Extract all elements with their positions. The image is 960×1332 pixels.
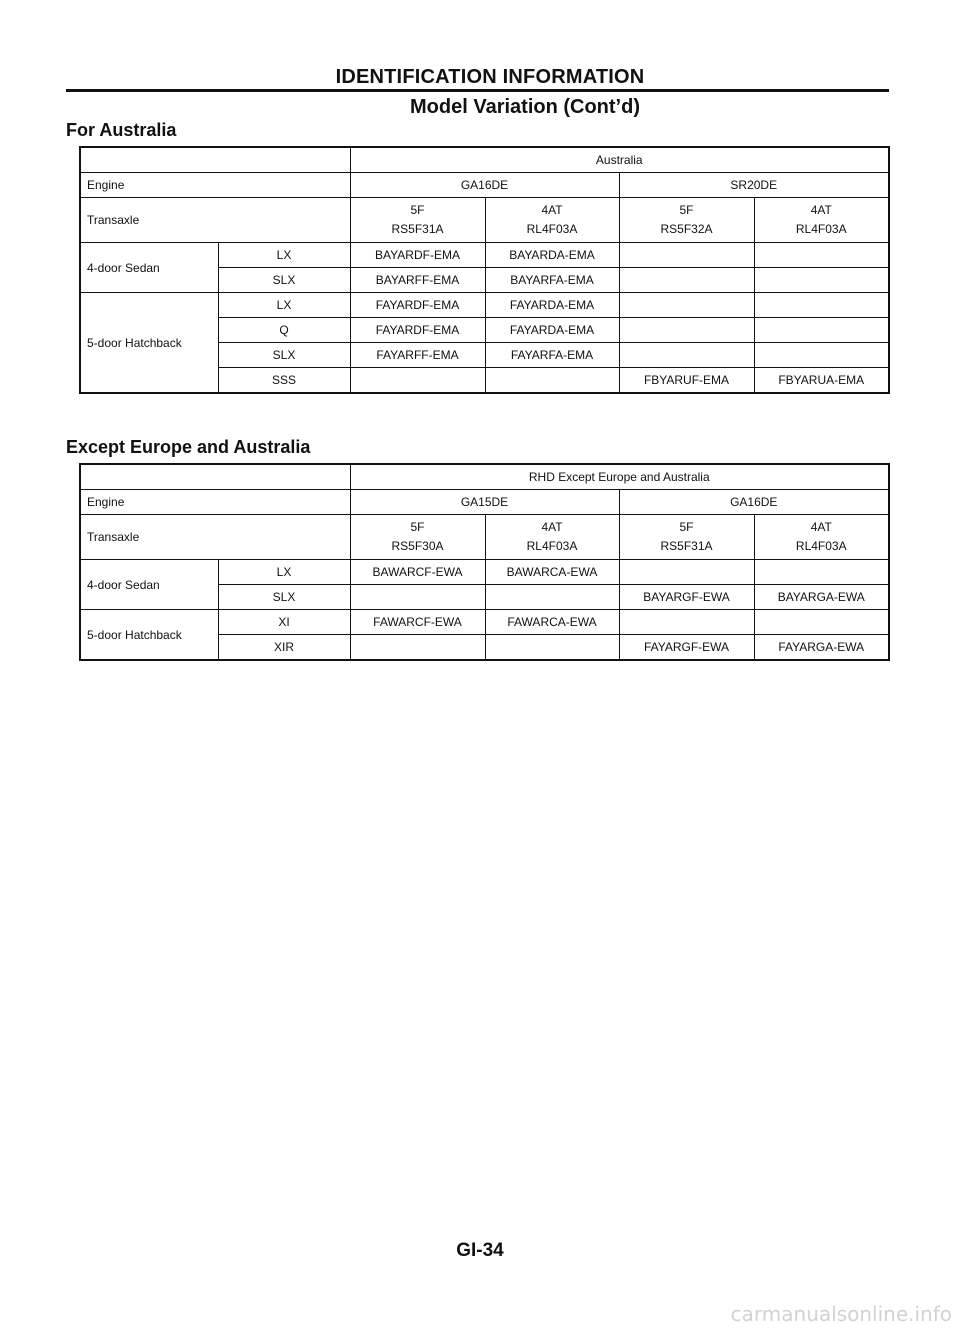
model-code-cell xyxy=(754,343,889,368)
engine-label: Engine xyxy=(80,490,350,515)
corner-cell xyxy=(80,147,350,173)
transaxle-cell xyxy=(619,198,754,243)
transaxle-code: RL4F03A xyxy=(795,539,847,553)
except-table-body xyxy=(80,464,889,660)
model-code-cell xyxy=(619,293,754,318)
transaxle-type: 5F xyxy=(410,520,425,534)
grade-cell: LX xyxy=(218,560,350,585)
australia-heading: For Australia xyxy=(66,120,177,140)
model-code-cell: FAYARDA-EMA xyxy=(485,293,619,318)
model-code-cell xyxy=(754,293,889,318)
transaxle-type: 4AT xyxy=(541,520,563,534)
model-code-cell: BAYARFF-EMA xyxy=(350,268,485,293)
model-code-cell: FAYARFA-EMA xyxy=(485,343,619,368)
model-code-cell xyxy=(485,368,619,394)
market-row xyxy=(80,464,889,490)
transaxle-row xyxy=(80,198,889,243)
model-code-cell xyxy=(619,610,754,635)
model-code-cell xyxy=(754,318,889,343)
model-code-cell: BAWARCF-EWA xyxy=(350,560,485,585)
grade-cell: Q xyxy=(218,318,350,343)
section-title: IDENTIFICATION INFORMATION xyxy=(335,66,645,88)
body-type-cell: 4-door Sedan xyxy=(80,243,218,293)
model-code-cell: BAYARDF-EMA xyxy=(350,243,485,268)
model-code-cell: FAYARFF-EMA xyxy=(350,343,485,368)
transaxle-cell xyxy=(485,198,619,243)
model-code-cell xyxy=(619,318,754,343)
transaxle-type: 4AT xyxy=(541,203,563,217)
transaxle-code: RL4F03A xyxy=(526,539,578,553)
header-rule xyxy=(66,89,889,92)
engine-cell: GA15DE xyxy=(350,490,619,515)
grade-cell: SLX xyxy=(218,268,350,293)
transaxle-type: 4AT xyxy=(810,520,832,534)
transaxle-type: 5F xyxy=(410,203,425,217)
engine-row xyxy=(80,490,889,515)
model-code-cell xyxy=(754,560,889,585)
grade-cell: SSS xyxy=(218,368,350,394)
market-cell: Australia xyxy=(350,147,889,173)
model-row xyxy=(80,560,889,585)
australia-table-body xyxy=(80,147,889,393)
transaxle-code: RS5F31A xyxy=(391,222,444,236)
grade-cell: LX xyxy=(218,243,350,268)
grade-cell: XI xyxy=(218,610,350,635)
engine-cell: SR20DE xyxy=(619,173,889,198)
transaxle-type: 5F xyxy=(679,520,694,534)
engine-cell: GA16DE xyxy=(619,490,889,515)
market-cell: RHD Except Europe and Australia xyxy=(350,464,889,490)
transaxle-cell xyxy=(485,515,619,560)
transaxle-code: RS5F31A xyxy=(660,539,713,553)
body-type-cell: 5-door Hatchback xyxy=(80,610,218,661)
model-code-cell xyxy=(754,243,889,268)
model-code-cell xyxy=(619,268,754,293)
model-code-cell: FAWARCA-EWA xyxy=(485,610,619,635)
model-code-cell: BAYARFA-EMA xyxy=(485,268,619,293)
page-number: GI-34 xyxy=(456,1240,504,1261)
watermark: carmanualsonline.info xyxy=(730,1302,952,1326)
model-code-cell xyxy=(350,635,485,661)
model-code-cell: FBYARUF-EMA xyxy=(619,368,754,394)
model-code-cell xyxy=(485,635,619,661)
model-code-cell xyxy=(619,560,754,585)
model-code-cell: BAYARGA-EWA xyxy=(754,585,889,610)
body-type-cell: 4-door Sedan xyxy=(80,560,218,610)
model-code-cell: FAWARCF-EWA xyxy=(350,610,485,635)
transaxle-cell xyxy=(619,515,754,560)
transaxle-code: RS5F32A xyxy=(660,222,713,236)
engine-label: Engine xyxy=(80,173,350,198)
engine-row xyxy=(80,173,889,198)
model-code-cell: BAYARGF-EWA xyxy=(619,585,754,610)
transaxle-cell xyxy=(350,515,485,560)
corner-cell xyxy=(80,464,350,490)
model-code-cell: FAYARGA-EWA xyxy=(754,635,889,661)
model-code-cell: BAWARCA-EWA xyxy=(485,560,619,585)
transaxle-code: RS5F30A xyxy=(391,539,444,553)
grade-cell: SLX xyxy=(218,343,350,368)
model-code-cell xyxy=(754,610,889,635)
grade-cell: LX xyxy=(218,293,350,318)
transaxle-cell xyxy=(754,198,889,243)
grade-cell: SLX xyxy=(218,585,350,610)
page-subtitle: Model Variation (Cont’d) xyxy=(410,96,640,118)
transaxle-type: 5F xyxy=(679,203,694,217)
transaxle-cell xyxy=(350,198,485,243)
model-row xyxy=(80,610,889,635)
transaxle-label: Transaxle xyxy=(80,198,350,243)
market-row xyxy=(80,147,889,173)
except-variation-table xyxy=(79,463,890,661)
model-code-cell xyxy=(485,585,619,610)
model-code-cell: FAYARDF-EMA xyxy=(350,318,485,343)
engine-cell: GA16DE xyxy=(350,173,619,198)
model-code-cell xyxy=(619,343,754,368)
australia-variation-table xyxy=(79,146,890,394)
transaxle-type: 4AT xyxy=(810,203,832,217)
model-code-cell: BAYARDA-EMA xyxy=(485,243,619,268)
grade-cell: XIR xyxy=(218,635,350,661)
model-code-cell: FAYARGF-EWA xyxy=(619,635,754,661)
model-row xyxy=(80,243,889,268)
transaxle-cell xyxy=(754,515,889,560)
model-code-cell: FAYARDA-EMA xyxy=(485,318,619,343)
transaxle-row xyxy=(80,515,889,560)
model-code-cell: FBYARUA-EMA xyxy=(754,368,889,394)
model-code-cell xyxy=(350,585,485,610)
body-type-cell: 5-door Hatchback xyxy=(80,293,218,394)
model-row xyxy=(80,293,889,318)
transaxle-code: RL4F03A xyxy=(795,222,847,236)
model-code-cell xyxy=(619,243,754,268)
transaxle-code: RL4F03A xyxy=(526,222,578,236)
model-code-cell xyxy=(754,268,889,293)
transaxle-label: Transaxle xyxy=(80,515,350,560)
model-code-cell: FAYARDF-EMA xyxy=(350,293,485,318)
model-code-cell xyxy=(350,368,485,394)
except-heading: Except Europe and Australia xyxy=(66,437,311,457)
